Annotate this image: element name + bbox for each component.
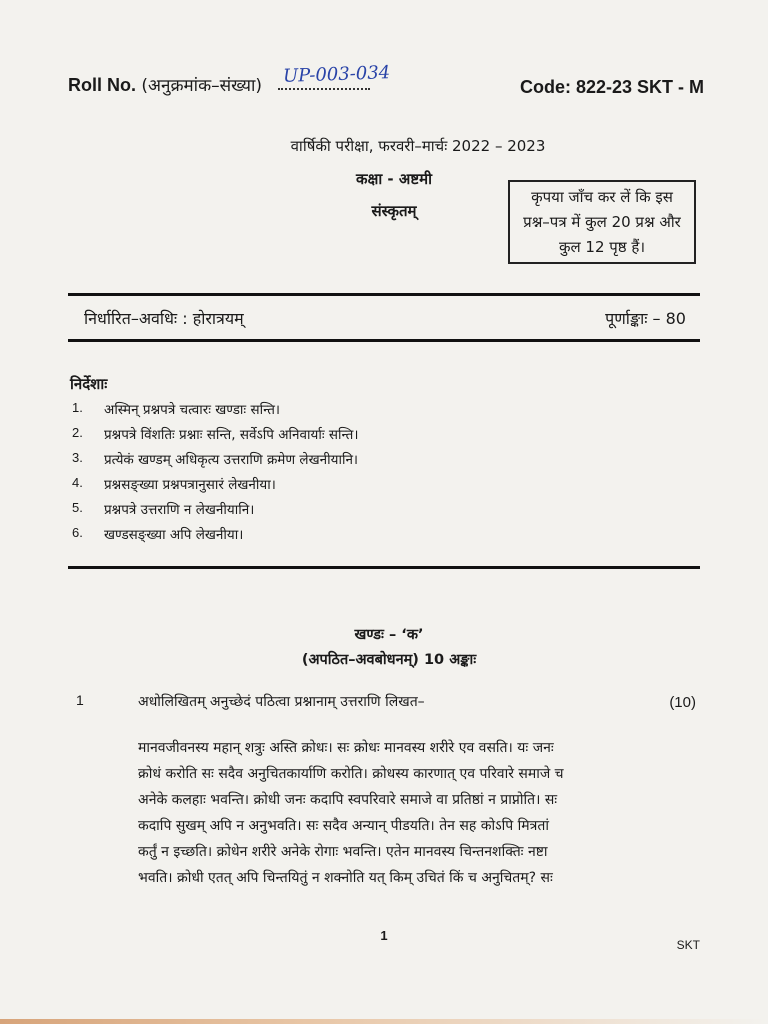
- roll-number-value: UP-003-034: [282, 62, 391, 87]
- total-marks: पूर्णाङ्काः – 80: [605, 309, 686, 328]
- page-count-notice: कृपया जाँच कर लें कि इस प्रश्न–पत्र में कुल 20 प्रश्न और कुल 12 पृष्ठ हैं।: [508, 180, 696, 264]
- exam-subject: संस्कृतम्: [371, 202, 417, 220]
- exam-class: कक्षा - अष्टमी: [356, 170, 432, 188]
- divider-top: [68, 293, 700, 296]
- instruction-item: 2. प्रश्नपत्रे विंशतिः प्रश्नाः सन्ति, सर्वेऽपि अनिवार्याः सन्ति।: [72, 425, 359, 443]
- section-title: खण्डः – ‘क’: [354, 627, 424, 643]
- exam-title: वार्षिकी परीक्षा, फरवरी–मार्चः 2022 – 2023: [290, 137, 546, 155]
- question-text: अधोलिखितम् अनुच्छेदं पठित्वा प्रश्नानाम् उत्तराणि लिखत–: [138, 694, 425, 710]
- instruction-item: 3. प्रत्येकं खण्डम् अधिकृत्य उत्तराणि क्रमेण लेखनीयानि।: [72, 450, 359, 468]
- instructions-heading: निर्देशाः: [70, 375, 108, 393]
- instruction-item: 1. अस्मिन् प्रश्नपत्रे चत्वारः खण्डाः सन्ति।: [72, 400, 281, 418]
- roll-number-label: Roll No. (अनुक्रमांक–संख्या): [68, 75, 262, 96]
- divider-bottom: [68, 566, 700, 569]
- instruction-item: 4. प्रश्नसङ्ख्या प्रश्नपत्रानुसारं लेखनीया।: [72, 475, 276, 493]
- passage-line: कर्तुं न इच्छति। क्रोधेन शरीरे अनेके रोगाः भवन्ति। एतेन मानवस्य चिन्तनशक्तिः नष्टा: [138, 844, 548, 860]
- question-marks: (10): [669, 694, 696, 711]
- passage-line: भवति। क्रोधी एतत् अपि चिन्तयितुं न शक्नोति यत् किम् उचितं किं च अनुचितम्? सः: [138, 870, 553, 886]
- instructions-list: [72, 400, 358, 550]
- instruction-item: 5. प्रश्नपत्रे उत्तराणि न लेखनीयानि।: [72, 500, 255, 518]
- passage-line: कदापि सुखम् अपि न अनुभवति। सः सदैव अन्यान् पीडयति। तेन सह कोऽपि मित्रतां: [138, 818, 550, 834]
- passage-line: क्रोधं करोति सः सदैव अनुचितकार्याणि करोति। क्रोधस्य कारणात् एव परिवारे समाजे च: [138, 766, 564, 782]
- question-number: 1: [76, 692, 84, 708]
- paper-code: Code: 822-23 SKT - M: [519, 77, 704, 97]
- page-number: 1: [380, 928, 388, 943]
- passage-line: अनेके कलहाः भवन्ति। क्रोधी जनः कदापि स्वपरिवारे समाजे वा प्रतिष्ठां न प्राप्नोति। सः: [138, 792, 558, 808]
- divider-middle: [68, 339, 700, 342]
- section-subtitle: (अपठित–अवबोधनम्) 10 अङ्काः: [301, 652, 477, 668]
- unseen-passage: [138, 738, 698, 894]
- instruction-item: 6. खण्डसङ्ख्या अपि लेखनीया।: [72, 525, 244, 543]
- exam-duration: निर्धारित–अवधिः : होरात्रयम्: [84, 309, 244, 328]
- passage-line: मानवजीवनस्य महान् शत्रुः अस्ति क्रोधः। सः क्रोधः मानवस्य शरीरे एव वसति। यः जनः: [138, 740, 554, 756]
- footer-subject-code: SKT: [676, 938, 700, 952]
- scan-edge: [0, 1019, 768, 1024]
